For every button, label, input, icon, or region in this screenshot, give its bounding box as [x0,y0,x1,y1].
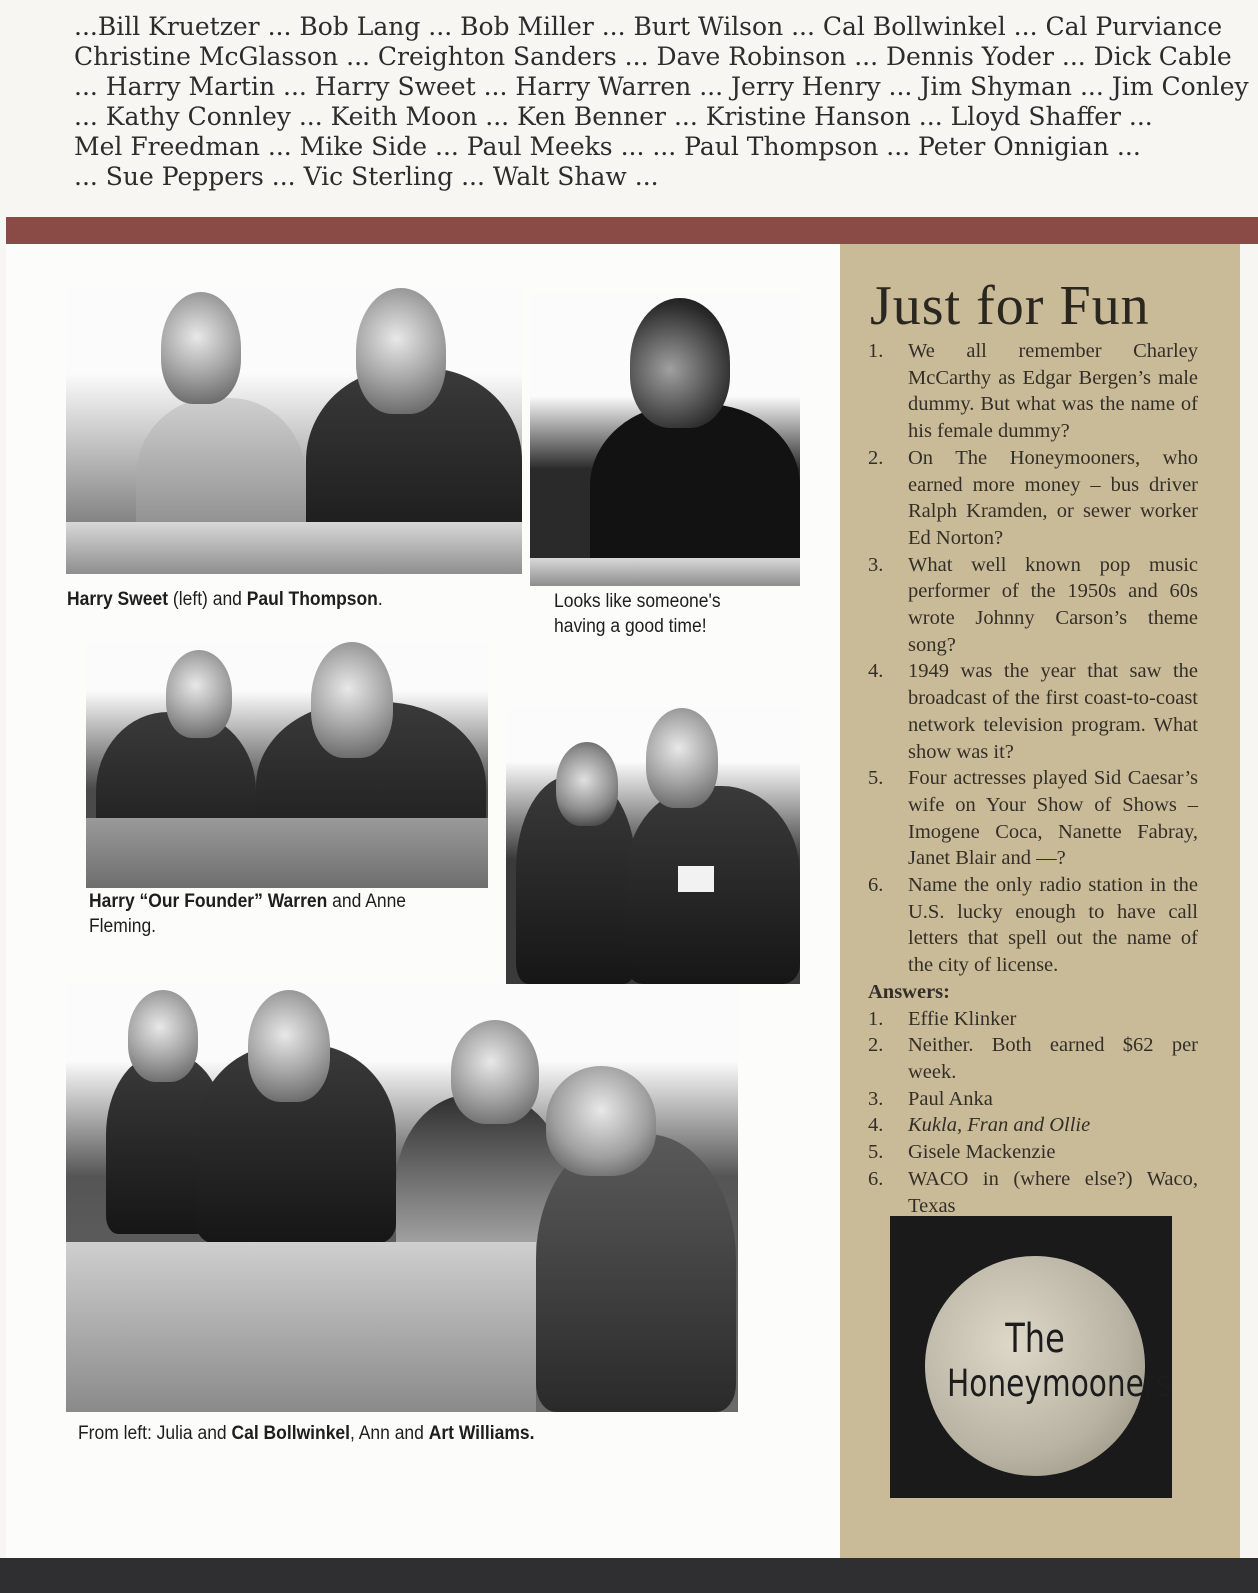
quiz-answer: 2. Neither. Both earned $62 per week. [868,1034,1198,1083]
answers-heading: Answers: [868,980,950,1003]
quiz-question: 3. What well known pop music performer of the 1950s and 60s wrote Johnny Carson’s theme song? [868,553,1198,656]
quiz-answer: 3. Paul Anka [868,1087,993,1110]
names-line: ...Bill Kruetzer ... Bob Lang ... Bob Miller ... Burt Wilson ... Cal Bollwinkel ... Cal Purviance [74,12,1223,41]
caption-photo-5: From left: Julia and Cal Bollwinkel, Ann and Art Williams. [78,1423,535,1444]
quiz-question: 1. We all remember Charley McCarthy as Edgar Bergen’s male dummy. But what was the name of his female dummy? [868,340,1198,443]
quiz-answer: 4. Kukla, Fran and Ollie [868,1114,1091,1137]
honeymooners-logo [890,1216,1172,1498]
quiz-list [868,338,1198,1219]
photo-section [6,244,840,1558]
quiz-question: 6. Name the only radio station in the U.S. lucky enough to have call letters that spell out the name of the city of license. [868,874,1198,977]
just-for-fun-sidebar [840,244,1240,1558]
names-line: ... Harry Martin ... Harry Sweet ... Harry Warren ... Jerry Henry ... Jim Shyman ... Jim Conley [74,72,1249,101]
caption-photo-3: Harry “Our Founder” Warren and Anne Fleming. [89,891,407,937]
photo-bollwinkel-williams [66,984,738,1412]
quiz-answer: 1. Effie Klinker [868,1007,1017,1030]
moon-graphic: The Honeymooners [925,1256,1145,1476]
bottom-band [0,1558,1258,1593]
names-line: ... Sue Peppers ... Vic Sterling ... Walt Shaw ... [74,162,659,191]
quiz-question: 2. On The Honeymooners, who earned more money – bus driver Ralph Kramden, or sewer worker Ed Norton? [868,446,1198,549]
names-line: Christine McGlasson ... Creighton Sanders ... Dave Robinson ... Dennis Yoder ... Dick Cable [74,42,1232,71]
names-line: Mel Freedman ... Mike Side ... Paul Meeks ... ... Paul Thompson ... Peter Onnigian ... [74,132,1141,161]
names-line: ... Kathy Connley ... Keith Moon ... Ken Benner ... Kristine Hanson ... Lloyd Shaffer ... [74,102,1153,131]
caption-photo-2: Looks like someone's having a good time! [554,591,721,637]
photo-susie-jim-shyman [506,706,800,984]
photo-harry-warren-anne-fleming [86,642,488,888]
photo-good-time [530,294,800,586]
caption-photo-1: Harry Sweet (left) and Paul Thompson. [67,589,383,610]
quiz-question: 4. 1949 was the year that saw the broadcast of the first coast-to-coast network television program. What show was it? [868,660,1198,763]
quiz-answer: 5. Gisele Mackenzie [868,1141,1056,1164]
photo-harry-sweet-paul-thompson [66,288,522,574]
sidebar-title: Just for Fun [870,275,1150,337]
divider-band [6,217,1258,244]
attendee-names [74,12,1249,192]
quiz-answer: 6. WACO in (where else?) Waco, Texas [868,1167,1198,1217]
quiz-question: 5. Four actresses played Sid Caesar’s wife on Your Show of Shows – Imogene Coca, Nanette Fabray, Janet Blair and —? [868,767,1198,870]
